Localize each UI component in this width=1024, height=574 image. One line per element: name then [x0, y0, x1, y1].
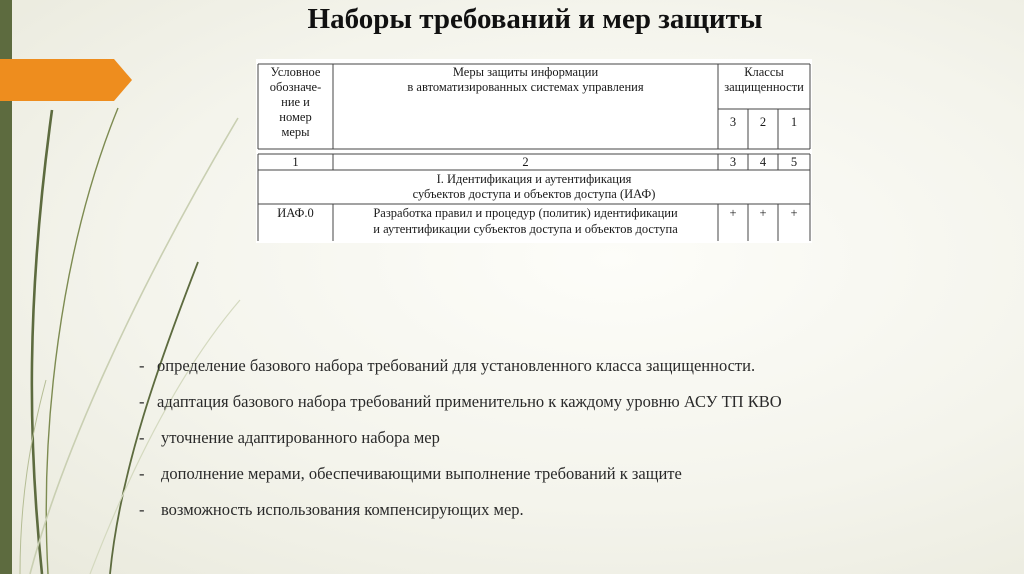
bullet-dash: -	[139, 356, 145, 375]
class-mark: +	[759, 206, 767, 220]
header-code-line: меры	[281, 125, 310, 139]
measure-code: ИАФ.0	[277, 206, 314, 220]
bullet-text: адаптация базового набора требований применительно к каждому уровню АСУ ТП КВО	[157, 392, 782, 411]
requirements-table	[256, 59, 812, 243]
bullet-item	[139, 384, 782, 420]
measure-text-line: Разработка правил и процедур (политик) идентификации	[373, 206, 678, 220]
slide-title: Наборы требований и мер защиты	[307, 3, 763, 35]
header-classes-line: защищенности	[724, 80, 804, 94]
bullet-text: определение базового набора требований для установленного класса защищенности.	[157, 356, 756, 375]
header-classes-line: Классы	[744, 65, 784, 79]
bullet-item	[139, 492, 782, 528]
bullet-item	[139, 348, 782, 384]
bullet-text: дополнение мерами, обеспечивающими выполнение требований к защите	[161, 464, 682, 483]
bullet-item	[139, 456, 782, 492]
header-measures-line: Меры защиты информации	[452, 65, 599, 79]
class-number: 1	[790, 115, 798, 129]
class-mark: +	[729, 206, 737, 220]
bullet-text: возможность использования компенсирующих мер.	[161, 500, 524, 519]
column-number: 2	[522, 155, 529, 169]
bullet-dash: -	[139, 464, 145, 483]
measure-text-line: и аутентификации субъектов доступа и объектов доступа	[373, 222, 678, 236]
section-heading: I. Идентификация и аутентификация	[436, 172, 632, 186]
class-mark: +	[790, 206, 798, 220]
section-heading: субъектов доступа и объектов доступа (ИАФ)	[412, 187, 656, 201]
accent-arrow	[0, 59, 132, 101]
column-number: 4	[759, 155, 767, 169]
header-code-line: обозначе-	[269, 80, 322, 94]
column-number: 5	[790, 155, 798, 169]
header-measures-line: в автоматизированных системах управления	[407, 80, 644, 94]
header-code-line: Условное	[270, 65, 321, 79]
bullet-item	[139, 420, 782, 456]
column-number: 1	[292, 155, 299, 169]
column-number: 3	[729, 155, 737, 169]
class-number: 2	[759, 115, 767, 129]
header-code-line: номер	[279, 110, 312, 124]
class-number: 3	[729, 115, 737, 129]
bullet-list	[139, 348, 782, 528]
bullet-dash: -	[139, 428, 145, 447]
header-code-line: ние и	[281, 95, 310, 109]
bullet-text: уточнение адаптированного набора мер	[161, 428, 440, 447]
bullet-dash: -	[139, 500, 145, 519]
bullet-dash: -	[139, 392, 145, 411]
